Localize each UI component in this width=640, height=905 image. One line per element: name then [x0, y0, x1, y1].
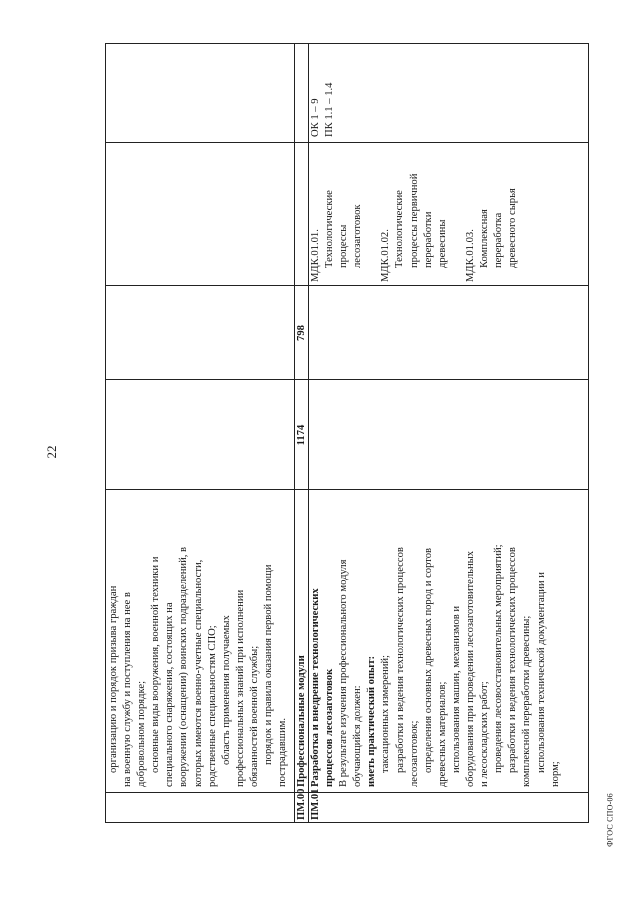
- text-line: организацию и порядок призыва граждан: [108, 585, 119, 773]
- pm00-max-load: 1174: [296, 424, 307, 446]
- text-line: добровольном порядке;: [136, 680, 148, 787]
- footer-code: ФГОС СПО-06: [605, 793, 615, 847]
- text-line: порядок и правила оказания первой помощи: [263, 564, 275, 765]
- pm00-index: ПМ.00: [296, 788, 307, 820]
- mdk-line: МДК.01.03.: [464, 229, 476, 282]
- column-divider: [105, 792, 589, 793]
- mdk-line: Технологические: [324, 190, 336, 268]
- pm01-title-line: процессов лесозаготовок: [324, 668, 336, 787]
- text-line: пострадавшим.: [277, 718, 289, 787]
- mdk-line: переработка: [493, 212, 505, 268]
- text-line: определения основных древесных пород и сортов: [422, 547, 434, 773]
- pm01-index: ПМ.01: [310, 788, 321, 820]
- page-number: 22: [44, 445, 59, 459]
- text-line: древесных материалов;: [436, 681, 448, 787]
- text-line: основные виды вооружения, военной техники и: [150, 556, 162, 773]
- text-line: на военную службу и поступления на нее в: [122, 592, 134, 787]
- text-line: разработки и ведения технологических процессов: [394, 547, 406, 773]
- competence-line: ОК 1 – 9: [310, 98, 321, 137]
- rotated-page-content: [105, 43, 589, 823]
- mdk-line: лесозаготовок: [352, 204, 364, 268]
- text-line: использования машин, механизмов и: [450, 605, 462, 773]
- mdk-spacer: [450, 174, 464, 282]
- mdk-line: переработки: [422, 211, 434, 268]
- text-line: разработки и ведения технологических процессов: [507, 547, 519, 773]
- pm01-mdk-list: [309, 174, 520, 282]
- curriculum-table: [105, 43, 589, 823]
- text-line: профессиональных знаний при исполнении: [234, 589, 246, 787]
- pm01-competences: [309, 83, 337, 137]
- mdk-line: Комплексная: [478, 209, 490, 268]
- text-line: оборудования при проведении лесозаготовительных: [465, 550, 477, 787]
- text-line: иметь практический опыт:: [366, 655, 378, 787]
- pm00-name: Профессиональные модули: [296, 655, 307, 787]
- text-line: комплексной переработки древесины;: [521, 615, 533, 787]
- mdk-line: МДК.01.01.: [310, 229, 321, 282]
- text-line: лесозаготовок;: [408, 720, 420, 787]
- text-line: таксационных измерений;: [380, 655, 392, 773]
- mdk-line: древесного сырья: [507, 188, 519, 268]
- continuation-text: [107, 547, 290, 787]
- text-line: специального снаряжения, состоящих на: [164, 602, 176, 787]
- mdk-line: Технологические: [394, 190, 406, 268]
- text-line: которых имеются военно-учетные специальности,: [192, 559, 204, 787]
- competence-line: ПК 1.1 – 1.4: [324, 82, 336, 137]
- text-line: проведения лесовосстановительных мероприятий;: [493, 544, 505, 773]
- column-divider: [105, 142, 589, 143]
- mdk-line: процессы первичной: [408, 173, 420, 268]
- text-line: норм;: [549, 761, 561, 787]
- mdk-line: МДК.01.02.: [380, 229, 392, 282]
- text-line: В результате изучения профессионального модуля: [338, 559, 350, 787]
- text-line: использования технической документации и: [535, 572, 547, 773]
- text-line: область применения получаемых: [220, 615, 232, 765]
- pm01-title-line: Разработка и внедрение технологических: [310, 588, 321, 787]
- text-line: родственные специальностям СПО;: [206, 625, 218, 787]
- column-divider: [105, 379, 589, 380]
- pm00-hours: 798: [296, 325, 307, 341]
- pm01-text: [309, 544, 563, 787]
- mdk-spacer: [365, 174, 379, 282]
- mdk-line: древесины: [436, 219, 448, 268]
- text-line: обучающийся должен:: [352, 685, 364, 787]
- column-divider: [105, 489, 589, 490]
- text-line: обязанностей военной службы;: [248, 645, 260, 787]
- mdk-line: процессы: [338, 224, 350, 268]
- text-line: и лесоскладских работ;: [479, 681, 491, 787]
- column-divider: [105, 285, 589, 286]
- text-line: вооружении (оснащении) воинских подразделений, в: [178, 546, 190, 787]
